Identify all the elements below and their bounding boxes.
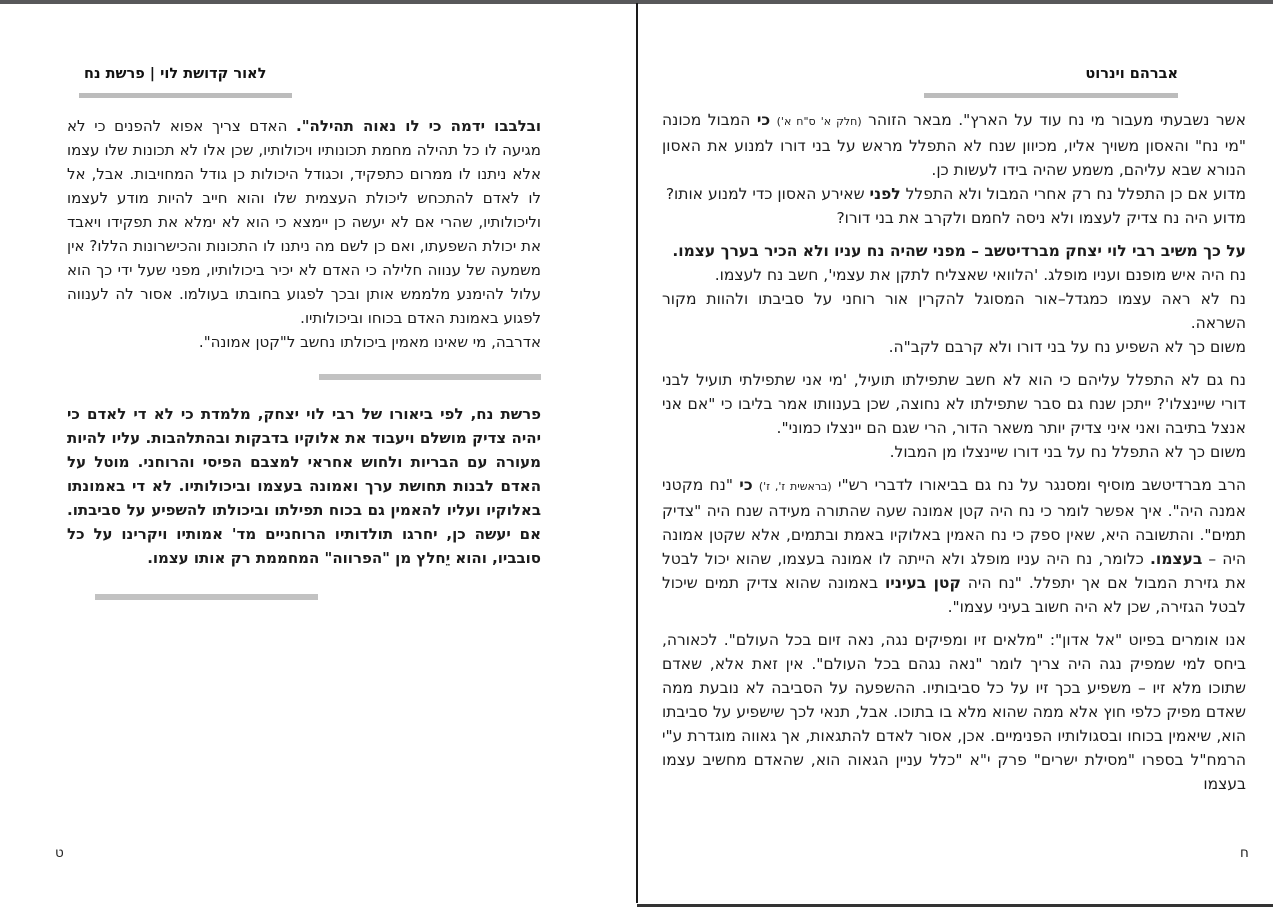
paragraph [662, 287, 1246, 335]
body-text: הרב מברדיטשב מוסיף ומסנגר על נח גם בביאורו לדברי רש"י [831, 476, 1246, 494]
body-text: שאירע האסון כדי למנוע אותו? [665, 185, 870, 203]
body-text: כלומר, נח היה עניו מופלג ולא הייתה לו אמונה בעצמו, שהוא יכול לבטל את גזירת המבול אם אך יתפלל. "נח היה [662, 550, 1246, 592]
page-left [55, 0, 541, 907]
section-divider-bar [95, 594, 318, 600]
paragraph [662, 263, 1246, 287]
page-number-right: ח [1240, 845, 1249, 861]
emphasized-text: פרשת נח, לפי ביאורו של רבי לוי יצחק, מלמדת כי לא די לאדם כי יהיה צדיק מושלם ויעבוד את אלוקיו בדבקות ובהתלהבות. עליו להיות מעורה עם הבריות ולחוש אחראי למצבם הפיסי והרוחני. מוטל על האדם לבנות תחושת ערך ואמונה בעצמו וביכולותיו. לא די באמונתו באלוקיו ועליו להאמין גם בכוח תפילתו וביכולתו להשפיע על סביבתו. אם יעשה כן, יחרגו תולדותיו הרוחניים מד' אמותיו ויקרינו על כל סובביו, והוא יֵחלץ מן "הפרווה" המחממת רק אותו עצמו. [67, 405, 541, 567]
page-header-author: אברהם וינרוט [1085, 66, 1178, 82]
body-text: באמונה שהוא צדיק תמים שיכול לבטל הגזירה, שכן לא היה חשוב בעיני עצמו". [662, 574, 1246, 616]
body-text: נח היה איש מופנם ועניו מופלג. 'הלוואי שאצליח לתקן את עצמי', חשב נח לעצמו. [714, 266, 1246, 284]
emphasized-text: לפני [869, 185, 901, 203]
page-right-text [662, 108, 1246, 796]
section-divider-bar [319, 374, 541, 380]
emphasized-text: בעצמו. [1149, 550, 1203, 568]
emphasized-text: כי [756, 111, 771, 129]
emphasized-text: קטן בעיניו [884, 574, 961, 592]
paragraph [67, 330, 541, 354]
paragraph [662, 206, 1246, 230]
paragraph [67, 402, 541, 570]
paragraph [662, 440, 1246, 464]
body-text: נח גם לא התפלל עליהם כי הוא לא חשב שתפילתו תועיל, 'מי אני שתפילתי תועיל לבני דורי שיינצלו'? ייתכן שנח גם סבר שתפילתו לא נחוצה, שכן בענוותו אמר בליבו כי "אם אני אנצל בתיבה ואני איני צדיק יותר משאר הדור, הרי שגם הם יינצלו כמוני". [662, 371, 1246, 437]
paragraph [662, 628, 1246, 796]
body-text: המבול מכונה "מי נח" והאסון משויך אליו, מכיוון שנח לא התפלל מראש על בני דורו למנוע את האסון הנורא שבא עליהם, משמע שהיה בידו לעשות כן. [662, 111, 1246, 179]
paragraph [662, 473, 1246, 619]
header-rule-right [924, 93, 1178, 98]
body-text: נח לא ראה עצמו כמגדל–אור המסוגל להקרין אור רוחני על סביבתו ולהוות מקור השראה. [662, 290, 1246, 332]
body-text: "נח מקטני אמנה היה". איך אפשר לומר כי נח היה קטן אמונה שעה שהתורה מעידה שנח היה "צדיק תמים". והתשובה היא, שאין ספק כי נח האמין באלוקיו באמת ובתמים, אלא שקטן אמונה היה – [662, 476, 1247, 568]
body-text: אנו אומרים בפיוט "אל אדון": "מלאים זיו ומפיקים נגה, נאה זיום בכל העולם". לכאורה, ביחס למי שמפיק נגה היה צריך לומר "נאה נגהם בכל העולם". אין זאת אלא, שאדם שתוכו מלא זיו – משפיע בכך זיו על כל סביבותיו. ההשפעה על הסביבה לא נובעת ממה שאדם מפיק כלפי חוץ אלא ממה שהוא מלא בו בתוכו. אבל, תנאי לכך שישפיע על סביבתו הוא, שיאמין בכוחו ובסגולותיו הפנימיים. אכן, אסור לאדם להתגאות, אך גאווה מוגדרת ע"י הרמח"ל בספרו "מסילת ישרים" פרק י"א "כלל עניין הגאוה הוא, שהאדם מחשיב עצמו בעצמו [662, 631, 1246, 793]
body-text: מדוע היה נח צדיק לעצמו ולא ניסה לחמם ולקרב את בני דורו? [836, 209, 1246, 227]
body-text: משום כך לא התפלל נח על בני דורו שיינצלו מן המבול. [889, 443, 1246, 461]
emphasized-text: על כך משיב רבי לוי יצחק מברדיטשב – מפני שהיה נח עניו ולא הכיר בערך עצמו. [672, 242, 1246, 260]
center-spine-line [636, 3, 638, 903]
emphasized-text: ובלבבו ידמה כי לו נאוה תהילה". [296, 117, 541, 135]
paragraph [662, 335, 1246, 359]
paragraph [662, 239, 1246, 263]
citation-text: (חלק א' ס"ח א') [776, 115, 862, 128]
body-text: משום כך לא השפיע נח על בני דורו ולא קרבם לקב"ה. [888, 338, 1246, 356]
emphasized-text: כי [739, 476, 753, 494]
page-number-left: ט [55, 845, 64, 861]
body-text: האדם צריך אפוא להפנים כי לא מגיעה לו כל תהילה מחמת תכונותיו ויכולותיו, שכן אלו לא תכונות שלו עצמו אלא ניתנו לו ממרום כתפקיד, וכגודל היכולות כן גודל המחויבות. אבל, אל לו לאדם להתכחש ליכולת העצמית שלו והוא חייב להיות מודע לעצמו וליכולותיו, שהרי אם לא יעשה כן יימצא כי הוא לא ימלא את תפקידו ויאבד את יכולת השפעתו, ואם כן לשם מה ניתנו לו התכונות והכישרונות הללו? אין משמעה של ענווה חלילה כי האדם לא יכיר ביכולותיו, מפני שעל ידי כך הוא עלול להימנע מלממש אותן ובכך לפגוע בחובתו בעולמו. אסור לה לענווה לפגוע באמונת האדם בכוחו וביכולותיו. [67, 117, 541, 327]
page-left-text [67, 114, 541, 600]
paragraph [662, 182, 1246, 206]
body-text: אשר נשבעתי מעבור מי נח עוד על הארץ". מבאר הזוהר [861, 111, 1246, 129]
paragraph [67, 114, 541, 330]
body-text: מדוע אם כן התפלל נח רק אחרי המבול ולא התפלל [900, 185, 1246, 203]
page-right [662, 0, 1249, 907]
paragraph [662, 108, 1246, 182]
page-header-book-title: לאור קדושת לוי | פרשת נח [84, 66, 267, 82]
paragraph [662, 368, 1246, 440]
header-rule-left [79, 93, 292, 98]
citation-text: (בראשית ז', ז') [758, 480, 832, 493]
body-text: אדרבה, מי שאינו מאמין ביכולתו נחשב ל"קטן אמונה". [198, 333, 541, 351]
